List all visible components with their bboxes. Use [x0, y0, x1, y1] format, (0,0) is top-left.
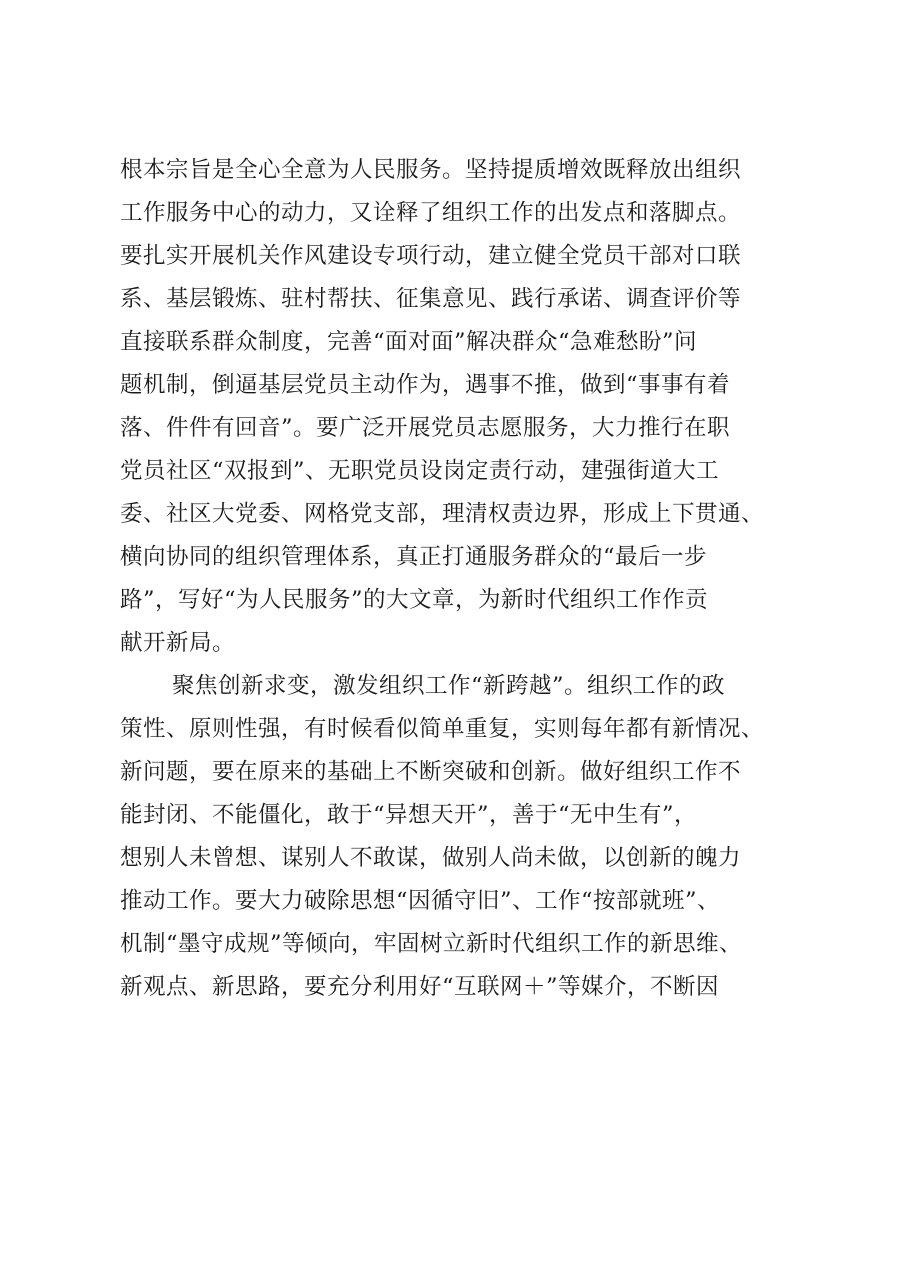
paragraph-first-line: 聚焦创新求变，激发组织工作“新跨越”。组织工作的政	[172, 673, 726, 699]
text-line: 根本宗旨是全心全意为人民服务。坚持提质增效既释放出组织	[120, 157, 742, 183]
text-line: 新问题，要在原来的基础上不断突破和创新。做好组织工作不	[120, 759, 742, 785]
text-line: 党员社区“双报到”、无职党员设岗定责行动，建强街道大工	[120, 458, 720, 484]
text-line: 献开新局。	[120, 630, 236, 656]
text-line: 能封闭、不能僵化，敢于“异想天开”，善于“无中生有”，	[120, 802, 698, 828]
text-line: 题机制，倒逼基层党员主动作为，遇事不推，做到“事事有着	[120, 372, 731, 398]
text-line: 推动工作。要大力破除思想“因循守旧”、工作“按部就班”、	[120, 888, 721, 914]
text-line: 委、社区大党委、网格党支部，理清权责边界，形成上下贯通、	[120, 501, 765, 527]
text-line: 机制“墨守成规”等倾向，牢固树立新时代组织工作的新思维、	[120, 931, 743, 957]
text-line: 落、件件有回音”。要广泛开展党员志愿服务，大力推行在职	[120, 415, 731, 441]
text-line: 要扎实开展机关作风建设专项行动，建立健全党员干部对口联	[120, 243, 742, 269]
text-line: 新观点、新思路，要充分利用好“互联网＋”等媒介，不断因	[120, 974, 720, 1000]
text-line: 系、基层锻炼、驻村帮扶、征集意见、践行承诺、调查评价等	[120, 286, 742, 312]
text-line: 策性、原则性强，有时候看似简单重复，实则每年都有新情况、	[120, 716, 765, 742]
text-line: 直接联系群众制度，完善“面对面”解决群众“急难愁盼”问	[120, 329, 698, 355]
text-line: 横向协同的组织管理体系，真正打通服务群众的“最后一步	[120, 544, 708, 570]
text-line: 路”，写好“为人民服务”的大文章，为新时代组织工作作贡	[120, 587, 709, 613]
text-line: 想别人未曾想、谋别人不敢谋，做别人尚未做，以创新的魄力	[120, 845, 742, 871]
text-line: 工作服务中心的动力，又诠释了组织工作的出发点和落脚点。	[120, 200, 742, 226]
